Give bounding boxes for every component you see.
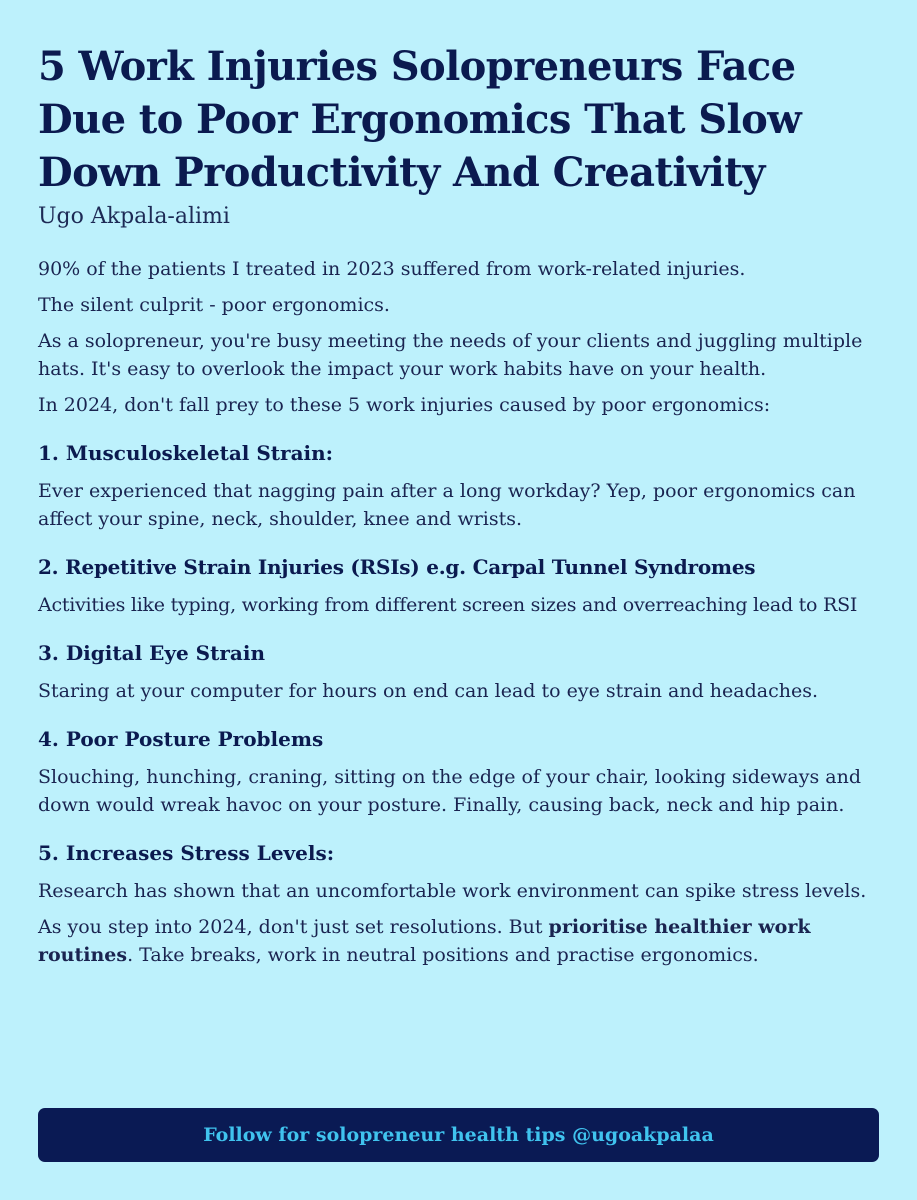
injury-text: Ever experienced that nagging pain after a long workday? Yep, poor ergonomics can affect your spine, neck, shoulder, knee and wrists. bbox=[38, 480, 856, 530]
injury-heading: 1. Musculoskeletal Strain: bbox=[38, 441, 334, 465]
injury-text: Research has shown that an uncomfortable work environment can spike stress levels. bbox=[38, 880, 867, 902]
closing-paragraph bbox=[38, 913, 880, 969]
intro-paragraph: 90% of the patients I treated in 2023 suffered from work-related injuries. bbox=[38, 258, 746, 280]
document bbox=[38, 40, 880, 977]
closing-text-start: As you step into 2024, don't just set resolutions. But bbox=[38, 916, 549, 938]
author-name: Ugo Akpala-alimi bbox=[38, 204, 230, 229]
intro-paragraph: The silent culprit - poor ergonomics. bbox=[38, 294, 390, 316]
injury-text: Slouching, hunching, craning, sitting on the edge of your chair, looking sideways and down would wreak havoc on your posture. Finally, causing back, neck and hip pain. bbox=[38, 766, 861, 816]
injury-text: Staring at your computer for hours on end can lead to eye strain and headaches. bbox=[38, 680, 818, 702]
intro-paragraph: In 2024, don't fall prey to these 5 work injuries caused by poor ergonomics: bbox=[38, 394, 771, 416]
follow-banner[interactable]: Follow for solopreneur health tips @ugoakpalaa bbox=[38, 1108, 879, 1162]
closing-text-end: . Take breaks, work in neutral positions and practise ergonomics. bbox=[127, 944, 759, 966]
injury-heading: 3. Digital Eye Strain bbox=[38, 641, 265, 665]
article-body bbox=[38, 255, 880, 969]
injury-heading: 5. Increases Stress Levels: bbox=[38, 841, 335, 865]
injury-heading: 4. Poor Posture Problems bbox=[38, 727, 324, 751]
intro-paragraph: As a solopreneur, you're busy meeting the needs of your clients and juggling multiple hats. It's easy to overlook the impact your work habits have on your health. bbox=[38, 330, 863, 380]
injury-text: Activities like typing, working from different screen sizes and overreaching lead to RSI bbox=[38, 594, 858, 616]
injury-heading: 2. Repetitive Strain Injuries (RSIs) e.g. Carpal Tunnel Syndromes bbox=[38, 555, 756, 579]
closing-emphasis: prioritise healthier work routines bbox=[38, 916, 811, 966]
page-title: 5 Work Injuries Solopreneurs Face Due to Poor Ergonomics That Slow Down Productivity And Creativity bbox=[38, 43, 802, 196]
